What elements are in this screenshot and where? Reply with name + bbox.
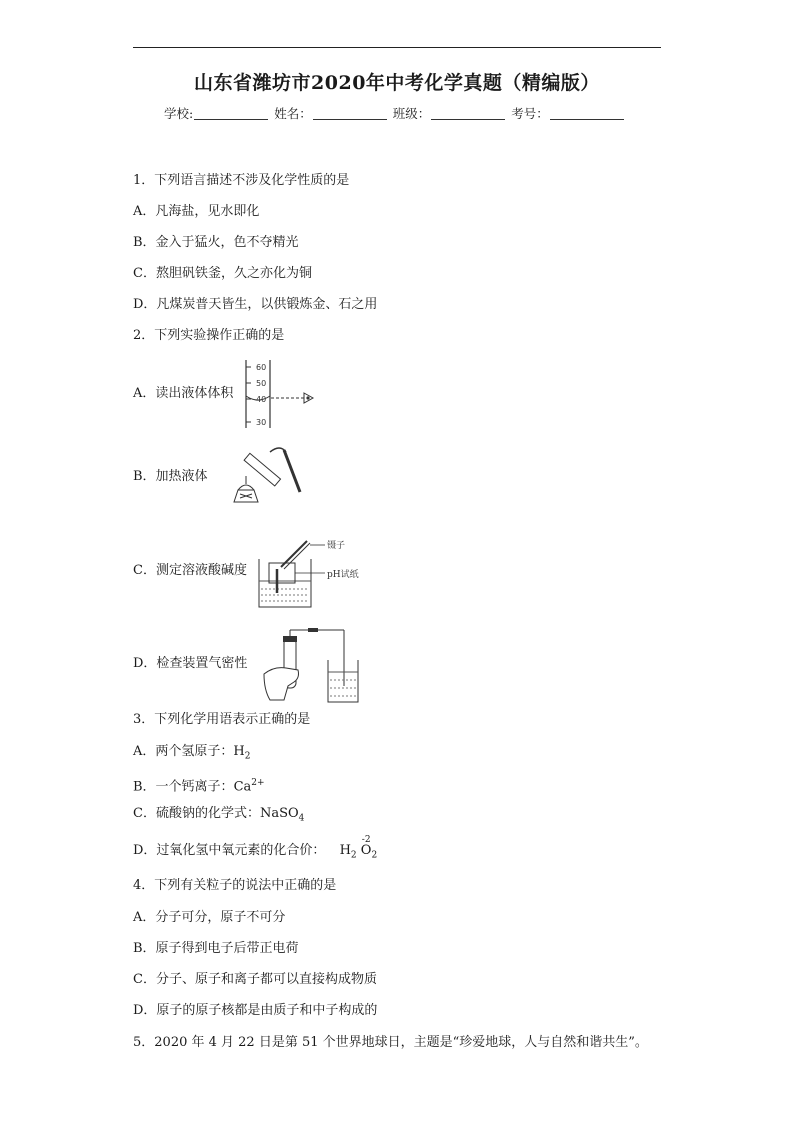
question-2-option-d: D．检查装置气密性 — [133, 656, 248, 671]
question-4-option-c: C．分子、原子和离子都可以直接构成物质 — [133, 972, 377, 987]
school-label: 学校: — [164, 106, 194, 121]
class-label: 班级： — [392, 106, 431, 121]
page-title: 山东省潍坊市2020年中考化学真题（精编版） — [194, 72, 600, 94]
cylinder-tick-40: 40 — [256, 395, 267, 404]
question-2-option-a: A．读出液体体积 — [133, 386, 234, 401]
question-1-option-a: A．凡海盐，见水即化 — [133, 204, 260, 219]
heating-liquid-figure — [224, 440, 306, 510]
airtightness-check-figure — [260, 626, 364, 708]
cylinder-tick-50: 50 — [256, 379, 267, 388]
question-3-option-a: A．两个氢原子：$H_2$ — [133, 744, 251, 762]
eye-icon — [306, 396, 309, 399]
oxygen-valence: -2 — [361, 835, 371, 845]
name-blank[interactable] — [313, 107, 387, 120]
name-label: 姓名： — [274, 106, 312, 121]
question-3-option-c: C．硫酸钠的化学式：NaSO$_4$ — [133, 806, 305, 824]
ph-paper-label: pH试纸 — [327, 570, 359, 580]
question-4-option-b: B．原子得到电子后带正电荷 — [133, 941, 299, 956]
question-4-option-a: A．分子可分，原子不可分 — [133, 910, 286, 925]
question-4-stem: 4．下列有关粒子的说法中正确的是 — [133, 878, 337, 893]
question-1-option-c: C．熬胆矾铁釜，久之亦化为铜 — [133, 266, 312, 281]
question-1-option-b: B．金入于猛火，色不夺精光 — [133, 235, 299, 250]
question-4-option-d: D．原子的原子核都是由质子和中子构成的 — [133, 1003, 378, 1018]
tweezers-label: 镊子 — [327, 541, 346, 551]
question-1-stem: 1．下列语言描述不涉及化学性质的是 — [133, 173, 350, 188]
top-rule — [133, 47, 661, 48]
question-3-stem: 3．下列化学用语表示正确的是 — [133, 712, 311, 727]
question-2-option-b: B．加热液体 — [133, 469, 208, 484]
cylinder-tick-30: 30 — [256, 418, 267, 427]
exam-number-label: 考号： — [511, 106, 549, 121]
graduated-cylinder-figure — [240, 358, 320, 430]
school-blank[interactable] — [194, 107, 268, 120]
ph-test-figure — [255, 537, 367, 611]
question-2-stem: 2．下列实验操作正确的是 — [133, 328, 285, 343]
student-info-line — [164, 104, 626, 122]
exam-number-blank[interactable] — [550, 107, 624, 120]
hydrogen-peroxide-formula: $H_2$ -2 $O_2$ — [340, 843, 378, 864]
question-1-option-d: D．凡煤炭普天皆生，以供锻炼金、石之用 — [133, 297, 378, 312]
cylinder-tick-60: 60 — [256, 363, 267, 372]
class-blank[interactable] — [431, 107, 505, 120]
question-2-option-c: C．测定溶液酸碱度 — [133, 563, 247, 578]
question-3-option-d: D．过氧化氢中氧元素的化合价： $H_2$ -2 $O_2$ — [133, 843, 377, 864]
question-5-stem: 5．2020 年 4 月 22 日是第 51 个世界地球日，主题是“珍爱地球，人与自然和谐共生”。 — [133, 1035, 648, 1050]
question-3-option-b: B．一个钙离子：$Ca^{2+}$ — [133, 778, 265, 795]
